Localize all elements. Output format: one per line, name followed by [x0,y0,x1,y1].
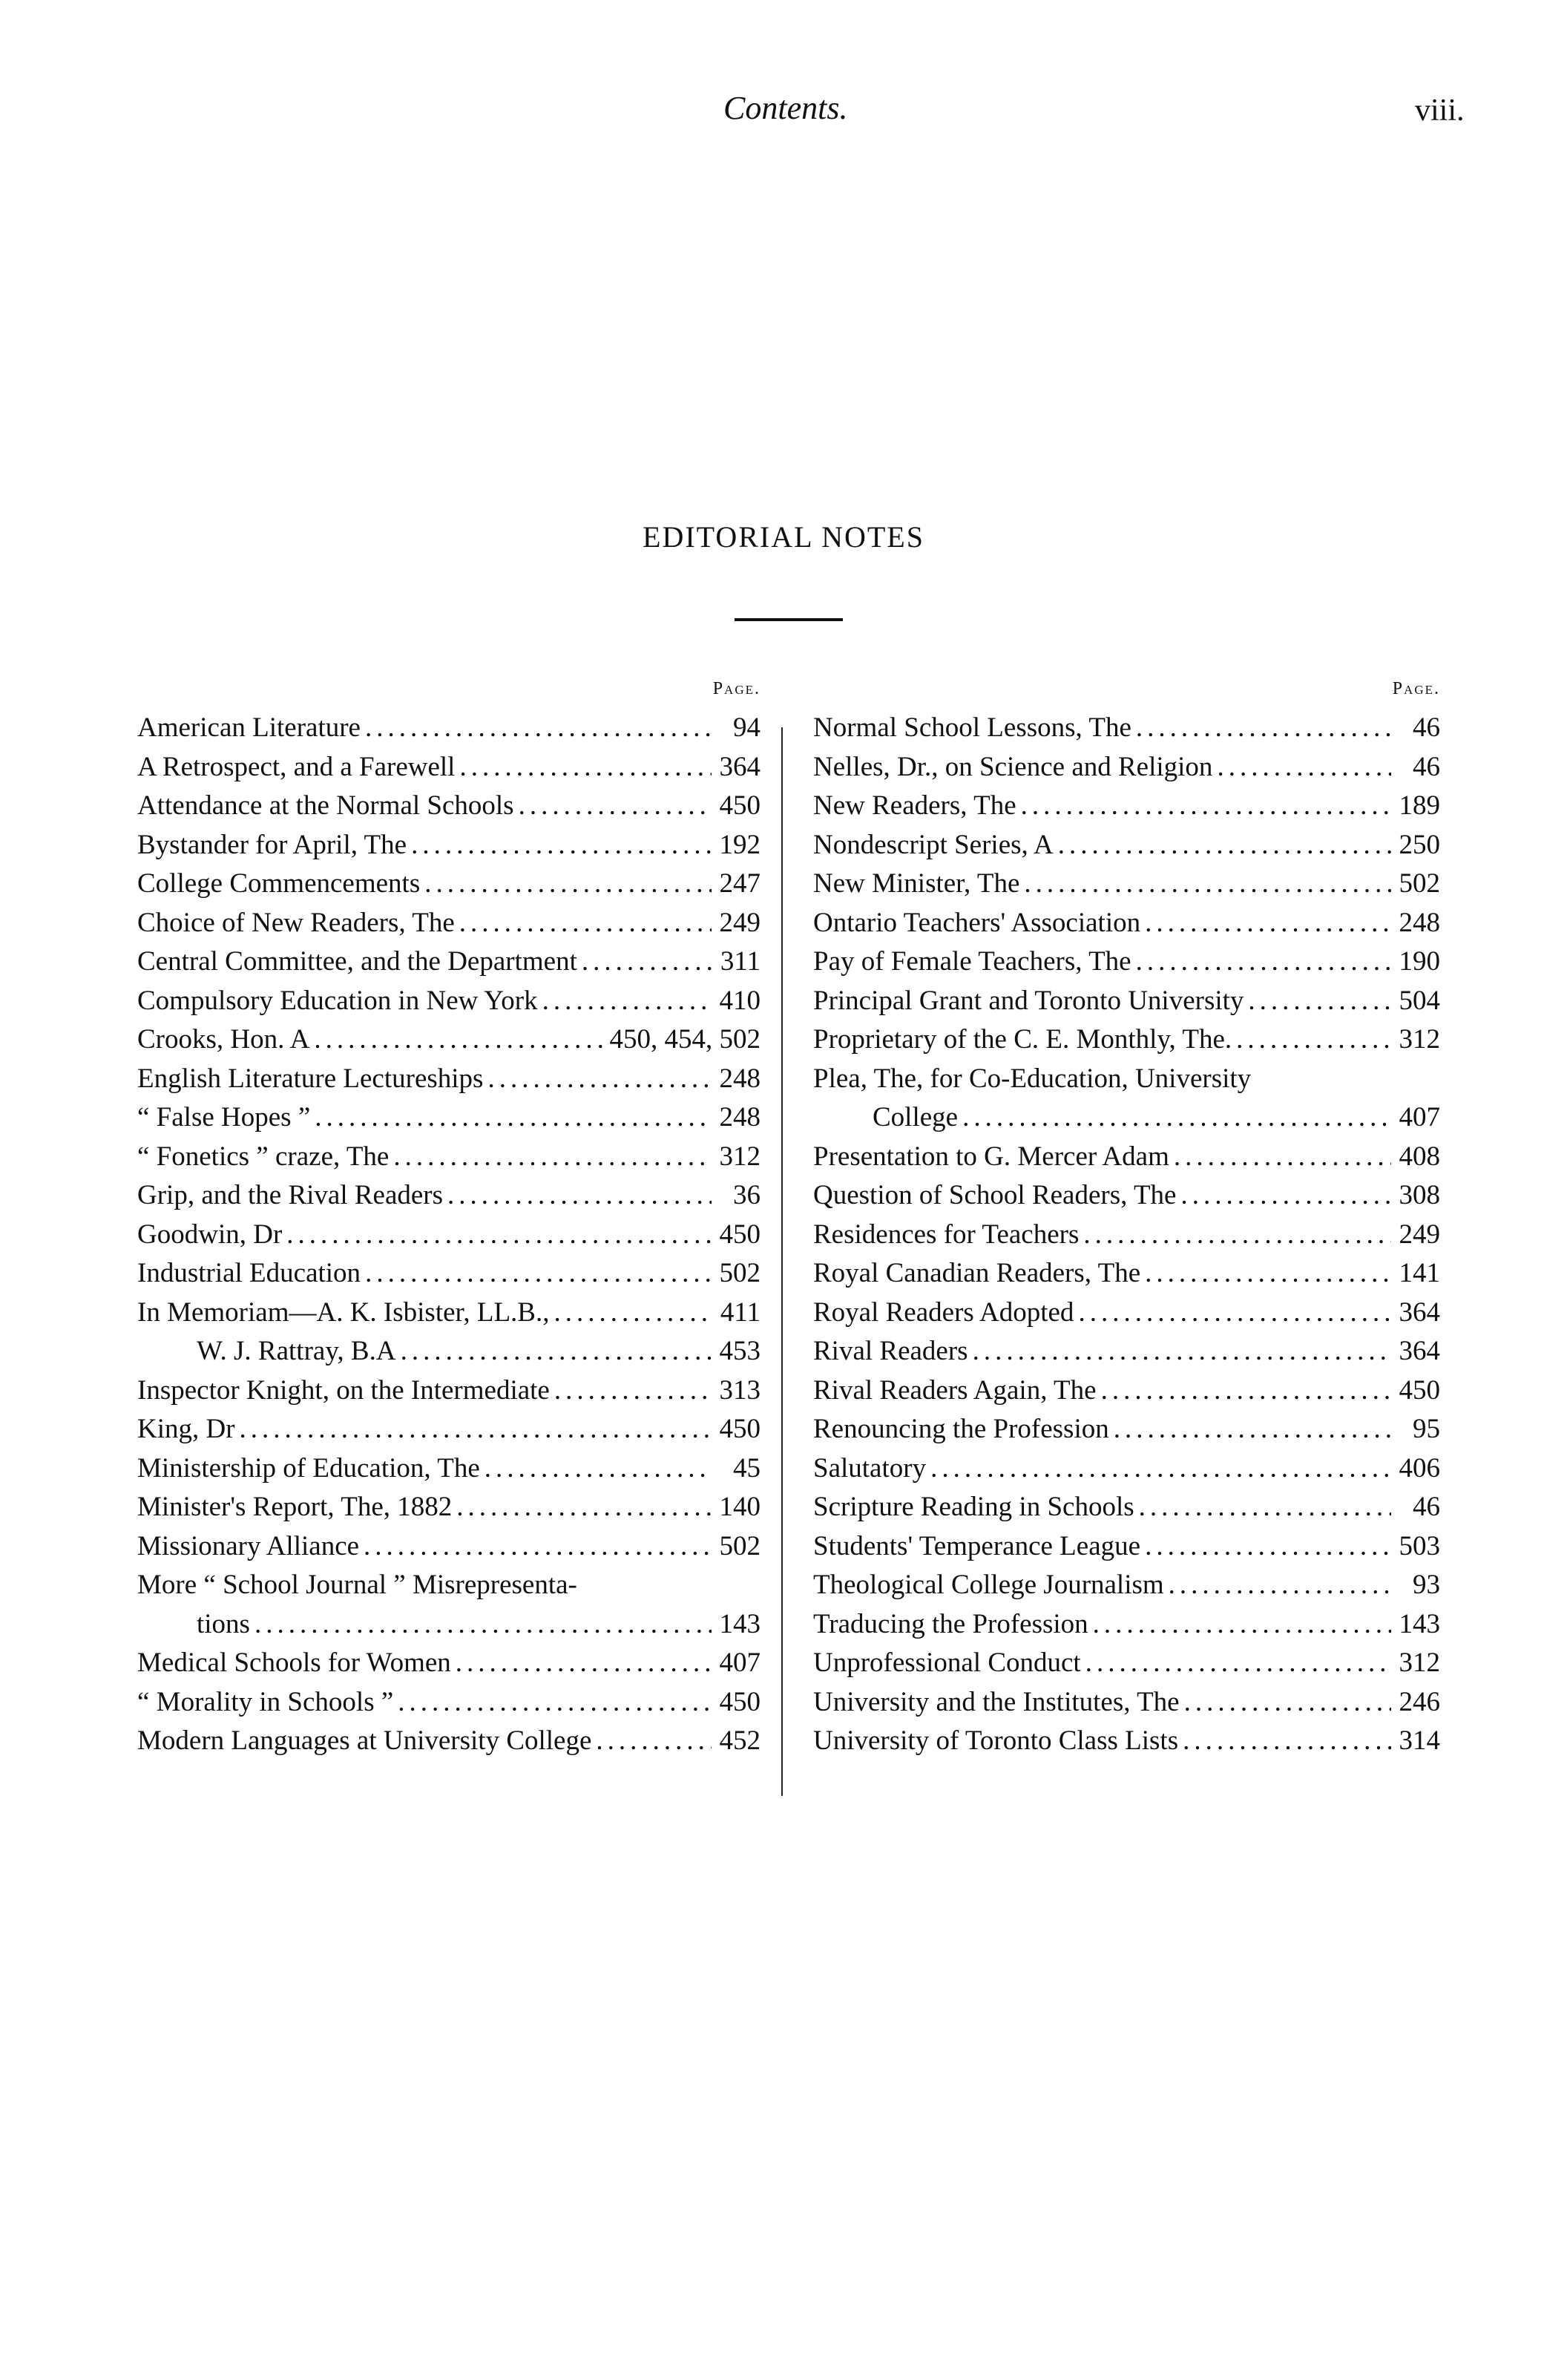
entry-page-number: 408 [1399,1141,1440,1172]
entry-title: Students' Temperance League [813,1530,1141,1561]
entry-title: Rival Readers [813,1336,968,1366]
toc-entry [137,1605,760,1645]
leader-dots [365,1254,712,1294]
leader-dots [487,1060,712,1099]
entry-page-number: 308 [1399,1180,1440,1210]
right-entry-list [813,709,1440,1761]
leader-dots [1136,709,1391,748]
entry-title: Residences for Teachers [813,1219,1080,1250]
entry-title: New Readers, The [813,790,1016,821]
leader-dots [554,1371,712,1411]
leader-dots [447,1176,712,1216]
entry-page-number: 450, 454, 502 [609,1024,760,1055]
leader-dots [542,982,712,1021]
entry-title: W. J. Rattray, B.A [197,1336,396,1366]
entry-title: Royal Readers Adopted [813,1296,1074,1328]
entry-title: University of Toronto Class Lists [813,1725,1179,1756]
running-header-title: Contents. [723,90,848,126]
entry-page-number: 450 [719,790,760,821]
entry-page-number: 95 [1413,1414,1440,1444]
toc-entry [137,826,760,865]
entry-page-number: 94 [733,712,760,743]
toc-entry [137,1060,760,1099]
leader-dots [1085,1644,1391,1683]
leader-dots [484,1449,712,1489]
entry-title: “ Morality in Schools ” [137,1686,394,1717]
entry-page-number: 406 [1399,1452,1440,1484]
toc-entry [137,1449,760,1489]
toc-entry [813,1410,1440,1449]
entry-title: University and the Institutes, The [813,1686,1180,1717]
entry-title: “ False Hopes ” [137,1102,311,1132]
toc-entry [813,1371,1440,1411]
leader-dots [459,748,712,787]
entry-title: Inspector Knight, on the Intermediate [137,1374,550,1406]
toc-entry [137,1020,760,1060]
leader-dots [398,1683,712,1722]
toc-entry [137,1527,760,1567]
leader-dots [1083,1216,1391,1255]
entry-page-number: 141 [1399,1258,1440,1288]
entry-page-number: 502 [719,1530,760,1561]
entry-page-number: 143 [1399,1608,1440,1639]
toc-entry [813,904,1440,943]
entry-page-number: 407 [719,1648,760,1678]
left-page-heading: Page. [712,679,760,698]
leader-dots [1169,1566,1391,1605]
leader-dots [411,826,712,865]
entry-title: Nondescript Series, A [813,829,1054,860]
entry-page-number: 192 [719,829,760,860]
entry-page-number: 45 [733,1452,760,1484]
entry-page-number: 504 [1399,985,1440,1016]
entry-title: Principal Grant and Toronto University [813,985,1244,1016]
toc-entry [813,1216,1440,1255]
entry-page-number: 246 [1399,1686,1440,1717]
toc-entry [813,1566,1440,1605]
entry-page-number: 93 [1413,1570,1440,1600]
entry-page-number: 248 [719,1063,760,1094]
entry-title: Bystander for April, The [137,829,407,860]
entry-title: “ Fonetics ” craze, The [137,1141,390,1172]
toc-entry [813,865,1440,904]
toc-entry [813,1060,1440,1099]
column-divider [781,727,783,1796]
leader-dots [1058,826,1391,865]
entry-title: Proprietary of the C. E. Monthly, The. [813,1024,1232,1055]
leader-dots [1139,1488,1391,1527]
leader-dots [962,1098,1391,1138]
leader-dots [240,1410,712,1449]
toc-entry [813,1683,1440,1722]
leader-dots [596,1722,712,1761]
entry-page-number: 450 [719,1686,760,1717]
leader-dots [456,1488,712,1527]
entry-page-number: 502 [1399,868,1440,899]
entry-title: tions [197,1608,250,1639]
leader-dots [1217,748,1391,787]
entry-page-number: 250 [1399,829,1440,860]
entry-page-number: 189 [1399,790,1440,821]
entry-title: Pay of Female Teachers, The [813,946,1131,977]
entry-title: Presentation to G. Mercer Adam [813,1141,1169,1172]
entry-page-number: 190 [1399,946,1440,977]
leader-dots [930,1449,1391,1489]
entry-title: Normal School Lessons, The [813,712,1131,743]
toc-entry [137,709,760,748]
page-number: viii. [1415,94,1465,128]
leader-dots [1114,1410,1391,1449]
entry-page-number: 450 [719,1219,760,1250]
entry-page-number: 249 [719,907,760,938]
toc-entry [137,1098,760,1138]
entry-title: More “ School Journal ” Misrepresenta- [137,1570,577,1600]
entry-title: English Literature Lectureships [137,1063,484,1094]
entry-title: Industrial Education [137,1258,361,1288]
leader-dots [519,787,712,826]
toc-entry [813,1644,1440,1683]
entry-title: New Minister, The [813,868,1020,899]
leader-dots [1183,1722,1391,1761]
toc-entry [137,1138,760,1177]
entry-page-number: 450 [1399,1374,1440,1406]
toc-entry [813,1098,1440,1138]
entry-page-number: 312 [719,1141,760,1172]
leader-dots [364,1527,712,1567]
leader-dots [401,1332,712,1371]
entry-page-number: 36 [733,1180,760,1210]
entry-page-number: 249 [1399,1219,1440,1250]
entry-page-number: 450 [719,1414,760,1444]
leader-dots [1136,943,1391,982]
entry-title: College Commencements [137,868,421,899]
toc-entry [813,1332,1440,1371]
toc-entry [137,865,760,904]
toc-entry [137,1566,760,1605]
entry-title: Rival Readers Again, The [813,1374,1097,1406]
section-title: EDITORIAL NOTES [643,520,924,554]
leader-dots [459,904,712,943]
leader-dots [1248,982,1391,1021]
entry-title: Choice of New Readers, The [137,907,455,938]
entry-page-number: 314 [1399,1725,1440,1756]
leader-dots [1184,1683,1391,1722]
toc-entry [137,982,760,1021]
entry-title: Ministership of Education, The [137,1452,480,1484]
leader-dots [254,1605,712,1645]
leader-dots [554,1294,712,1333]
entry-title: American Literature [137,712,361,743]
entry-title: Minister's Report, The, 1882 [137,1492,453,1522]
leader-dots [973,1332,1391,1371]
entry-page-number: 46 [1413,712,1440,743]
toc-entry [137,1332,760,1371]
entry-page-number: 46 [1413,1492,1440,1522]
entry-title: In Memoriam—A. K. Isbister, LL.B., [137,1296,550,1328]
entry-page-number: 312 [1399,1024,1440,1055]
entry-title: Plea, The, for Co-Education, University [813,1063,1252,1094]
entry-title: Missionary Alliance [137,1530,360,1561]
entry-title: Modern Languages at University College [137,1725,592,1756]
toc-entry [137,1176,760,1216]
toc-entry [813,709,1440,748]
entry-page-number: 411 [720,1296,760,1328]
entry-page-number: 502 [719,1258,760,1288]
entry-title: A Retrospect, and a Farewell [137,751,456,782]
entry-title: Question of School Readers, The [813,1180,1177,1210]
toc-entry [137,904,760,943]
entry-page-number: 140 [719,1492,760,1522]
toc-entry [813,1254,1440,1294]
toc-entry [137,787,760,826]
toc-entry [813,982,1440,1021]
left-entry-list [137,709,760,1761]
leader-dots [1236,1020,1391,1060]
toc-entry [813,1449,1440,1489]
toc-entry [137,1644,760,1683]
leader-dots [314,1020,605,1060]
entry-title: Compulsory Education in New York [137,985,538,1016]
leader-dots [286,1216,712,1255]
leader-dots [1145,1254,1391,1294]
leader-dots [424,865,712,904]
toc-entry [137,1410,760,1449]
entry-page-number: 143 [719,1608,760,1639]
leader-dots [1180,1176,1391,1216]
entry-page-number: 503 [1399,1530,1440,1561]
toc-entry [813,1527,1440,1567]
entry-title: Salutatory [813,1452,927,1484]
toc-entry [137,1216,760,1255]
entry-title: Theological College Journalism [813,1570,1164,1600]
entry-title: Crooks, Hon. A [137,1024,310,1055]
entry-page-number: 410 [719,985,760,1016]
entry-title: Scripture Reading in Schools [813,1492,1134,1522]
entry-title: Grip, and the Rival Readers [137,1180,444,1210]
entry-page-number: 407 [1399,1102,1440,1132]
toc-entry [813,1722,1440,1761]
entry-page-number: 313 [719,1374,760,1406]
entry-title: Traducing the Profession [813,1608,1088,1639]
entry-title: Royal Canadian Readers, The [813,1258,1141,1288]
toc-entry [137,1488,760,1527]
entry-title: King, Dr [137,1414,235,1444]
entry-title: Goodwin, Dr [137,1219,283,1250]
entry-title: Central Committee, and the Department [137,946,577,977]
toc-entry [813,787,1440,826]
leader-dots [582,943,712,982]
toc-entry [813,1176,1440,1216]
leader-dots [1145,904,1391,943]
entry-page-number: 364 [1399,1296,1440,1328]
entry-page-number: 452 [719,1725,760,1756]
toc-entry [137,1722,760,1761]
leader-dots [393,1138,712,1177]
entry-page-number: 311 [720,946,760,977]
toc-entry [813,943,1440,982]
leader-dots [1174,1138,1391,1177]
entry-title: Attendance at the Normal Schools [137,790,514,821]
leader-dots [1021,787,1391,826]
right-page-heading: Page. [1392,679,1440,698]
entry-title: College [873,1102,959,1132]
toc-entry [137,1371,760,1411]
toc-entry [813,1020,1440,1060]
right-column [813,679,1440,1761]
toc-entry [813,826,1440,865]
left-column [137,679,760,1761]
toc-entry [137,1294,760,1333]
entry-page-number: 453 [719,1336,760,1366]
entry-title: Unprofessional Conduct [813,1648,1081,1678]
leader-dots [315,1098,712,1138]
entry-title: Renouncing the Profession [813,1414,1109,1444]
toc-entry [137,943,760,982]
entry-page-number: 247 [719,868,760,899]
entry-page-number: 364 [719,751,760,782]
entry-title: Ontario Teachers' Association [813,907,1141,938]
entry-page-number: 312 [1399,1648,1440,1678]
leader-dots [1078,1294,1391,1333]
entry-page-number: 364 [1399,1336,1440,1366]
leader-dots [365,709,712,748]
leader-dots [1145,1527,1391,1567]
toc-entry [813,1294,1440,1333]
entry-page-number: 46 [1413,751,1440,782]
entry-title: Medical Schools for Women [137,1648,451,1678]
toc-entry [137,1254,760,1294]
toc-entry [813,1605,1440,1645]
leader-dots [456,1644,712,1683]
toc-entry [813,1488,1440,1527]
entry-page-number: 248 [719,1102,760,1132]
toc-entry [137,1683,760,1722]
leader-dots [1101,1371,1391,1411]
leader-dots [1024,865,1391,904]
toc-entry [813,1138,1440,1177]
toc-entry [137,748,760,787]
toc-entry [813,748,1440,787]
title-rule [735,618,843,621]
entry-page-number: 248 [1399,907,1440,938]
leader-dots [1093,1605,1391,1645]
entry-title: Nelles, Dr., on Science and Religion [813,751,1213,782]
